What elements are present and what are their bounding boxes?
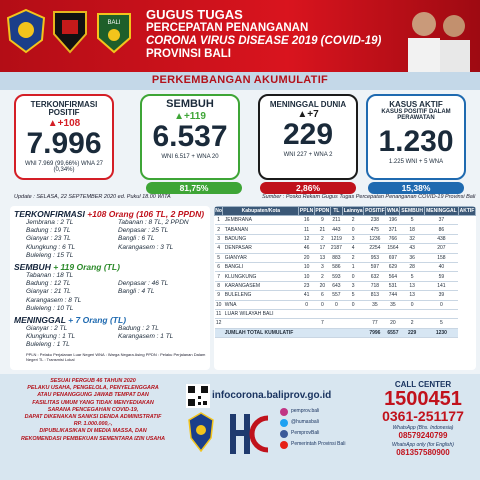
bali-province-logo (6, 8, 46, 54)
recovered-heading-label: SEMBUH (14, 262, 51, 273)
table-cell: 35 (386, 300, 400, 309)
social-instagram[interactable] (280, 406, 345, 417)
table-cell: 0 (342, 300, 363, 309)
table-cell (386, 309, 400, 318)
breakdown-row: Tabanan : 18 TL (26, 272, 74, 280)
breakdown-row: Klungkung : 1 TL (26, 333, 76, 341)
table-cell: 2254 (364, 244, 386, 253)
table-cell: KLUNGKUNG (223, 272, 299, 281)
table-cell: 13 (400, 291, 424, 300)
table-cell: 1236 (364, 234, 386, 243)
table-cell: 32 (400, 234, 424, 243)
table-cell: 12 (299, 234, 314, 243)
social-facebook[interactable] (280, 428, 345, 439)
table-cell (299, 328, 314, 337)
table-cell: 3 (314, 262, 330, 271)
active-percent: 15,38% (368, 182, 464, 194)
breakdown-row: Badung : 19 TL (26, 227, 71, 235)
table-cell: 564 (386, 272, 400, 281)
whatsapp-english-number[interactable]: 081357580900 (396, 448, 450, 457)
notice-line: PELAKU USAHA, PENGELOLA, PENYELENGGARA (27, 385, 159, 392)
table-cell: 158 (424, 253, 458, 262)
breakdown-row: Bangli : 4 TL (118, 288, 155, 296)
table-cell: 953 (364, 253, 386, 262)
table-cell: 766 (386, 234, 400, 243)
breakdown-row: Klungkung : 6 TL (26, 243, 76, 251)
table-cell: BULELENG (223, 291, 299, 300)
table-cell: 2 (400, 319, 424, 328)
table-cell: 6557 (387, 329, 399, 336)
regulation-notice (4, 378, 182, 443)
table-cell: 2 (342, 216, 363, 225)
table-cell: 718 (364, 281, 386, 290)
table-cell: 643 (332, 282, 341, 289)
table-cell: 20 (314, 281, 330, 290)
table-cell: 211 (330, 216, 342, 225)
table-cell: 0 (424, 300, 458, 309)
breakdown-row: Buleleng : 1 TL (26, 341, 70, 349)
table-cell (342, 319, 363, 328)
deceased-rows (10, 325, 210, 350)
whatsapp-indonesia-number[interactable]: 08579240799 (398, 431, 448, 440)
social-links (280, 406, 345, 450)
table-header-cell: PPLN (299, 208, 314, 214)
facebook-icon (280, 430, 288, 438)
header-line4: PROVINSI BALI (146, 47, 231, 60)
table-cell (299, 309, 314, 318)
breakdown-row: Gianyar : 23 TL (26, 235, 71, 243)
card-sublabel: KASUS POSITIF DALAM PERAWATAN (381, 109, 451, 122)
table-cell: 593 (332, 273, 341, 280)
update-time: Update : SELASA, 22 SEPTEMBER 2020 ed. Pukul 18.00 WITA (14, 194, 171, 200)
police-logo (50, 8, 90, 54)
table-cell: 1564 (387, 245, 399, 252)
breakdown-row (118, 272, 210, 280)
table-cell: 46 (299, 244, 314, 253)
table-cell: 9 (314, 216, 330, 225)
table-cell: 2 (314, 272, 330, 281)
breakdown-row: Denpasar : 46 TL (118, 280, 169, 288)
table-cell: 813 (364, 291, 386, 300)
table-cell: 10 (299, 272, 314, 281)
table-cell: 37 (424, 216, 458, 225)
confirmed-heading-value: +108 Orang (106 TL, 2 PPDN) (87, 209, 205, 219)
card-delta: ▲+7 (297, 109, 319, 121)
breakdown-row: Denpasar : 25 TL (118, 227, 169, 235)
recovered-heading (10, 262, 210, 272)
table-row (215, 225, 476, 234)
table-cell: 1 (215, 216, 223, 225)
table-cell: 59 (424, 272, 458, 281)
table-cell: 0 (314, 300, 330, 309)
recovered-heading-value: + 119 Orang (TL) (53, 262, 120, 273)
recovered-percent: 81,75% (146, 182, 242, 194)
table-cell: 21 (314, 225, 330, 234)
notice-line: RP. 1.000.000,-, (73, 421, 113, 428)
table-cell: WNA (223, 300, 299, 309)
table-cell: 5 (400, 272, 424, 281)
breakdown-row (118, 305, 210, 313)
table-header-cell: WNA (386, 208, 399, 214)
regency-table (214, 206, 476, 338)
hc-logo-icon (224, 410, 272, 466)
table-cell: 5 (215, 253, 223, 262)
table-cell: 744 (386, 291, 400, 300)
card-sub: WNI 6.517 + WNA 20 (161, 153, 219, 160)
header-line3: CORONA VIRUS DISEASE 2019 (COVID-19) (146, 34, 382, 47)
table-cell (330, 319, 342, 328)
table-row (215, 253, 476, 262)
call-center-label: CALL CENTER (394, 380, 452, 389)
table-header-cell: Kabupaten/Kota (223, 207, 299, 216)
card-label: TERKONFIRMASI POSITIF (30, 100, 98, 118)
call-center (370, 380, 476, 457)
deceased-heading-value: + 7 Orang (TL) (68, 315, 127, 326)
table-cell: 0 (342, 272, 363, 281)
table-cell: 0 (330, 300, 342, 309)
recovered-rows (10, 272, 210, 313)
table-header-row (215, 207, 476, 216)
confirmed-rows (10, 219, 210, 260)
notice-line: FASILITAS UMUM YANG TIDAK MENYEDIAKAN (32, 399, 154, 406)
table-header-cell: PPDN (315, 208, 330, 214)
table-cell: 86 (424, 225, 458, 234)
card-deceased (258, 94, 358, 180)
table-cell: 12 (215, 320, 222, 327)
table-cell: 35 (364, 300, 386, 309)
table-cell: 18 (400, 225, 424, 234)
svg-text:BALI: BALI (107, 20, 121, 26)
table-cell: 3 (215, 234, 223, 243)
army-logo (94, 8, 134, 54)
twitter-icon (280, 419, 288, 427)
table-cell: 2 (215, 225, 223, 234)
table-cell: 77 (364, 319, 386, 328)
table-row (215, 216, 476, 225)
table-cell: 443 (332, 226, 341, 233)
officials-photo (402, 2, 474, 72)
breakdown-row: Buleleng : 10 TL (26, 304, 74, 312)
table-cell: 6 (215, 262, 223, 271)
whatsapp-english-label: WhatsApp only (for English) (392, 442, 454, 448)
qr-code-icon (186, 384, 210, 408)
table-body (215, 216, 476, 338)
table-cell: 7 (215, 272, 223, 281)
call-number-primary[interactable]: 1500451 (384, 388, 462, 410)
breakdown-row: Gianyar : 21 TL (26, 288, 71, 296)
table-cell: 13 (400, 281, 424, 290)
table-cell: 632 (364, 272, 386, 281)
header-banner (0, 0, 480, 72)
table-cell: 0 (299, 300, 314, 309)
deceased-heading (10, 315, 210, 325)
table-cell: 16 (299, 216, 314, 225)
breakdown-row: Karangasem : 1 TL (118, 333, 174, 341)
card-sub: 1.225 WNI + 5 WNA (388, 159, 444, 166)
table-cell: 1219 (330, 235, 342, 242)
social-twitter-label: @humasbali (291, 419, 319, 425)
deceased-heading-label: MENINGGAL (14, 315, 66, 326)
deceased-percent: 2,86% (260, 182, 356, 194)
card-value: 6.537 (152, 119, 228, 153)
logo-group (6, 8, 134, 54)
card-sub: WNI 7.969 (99,66%) WNA 27 (0,34%) (24, 160, 104, 173)
table-header-cell: SEMBUH (401, 208, 423, 214)
card-delta: ▲+119 (174, 110, 206, 122)
table-cell: 531 (386, 281, 400, 290)
breakdown-row: Karangasem : 3 TL (118, 243, 174, 251)
table-header-cell: Lainnya (343, 208, 363, 214)
card-sub: WNI 227 + WNA 2 (283, 152, 333, 159)
table-cell (330, 328, 342, 337)
table-cell: 207 (424, 244, 458, 253)
table-cell: JEMBRANA (223, 216, 299, 225)
table-cell (424, 309, 458, 318)
table-row (215, 244, 476, 253)
table-cell: 229 (400, 328, 424, 337)
social-facebook-label: PemprovBali (291, 430, 320, 436)
table-cell: 6 (314, 291, 330, 300)
table-cell: 9 (215, 291, 223, 300)
table-cell: TABANAN (223, 225, 299, 234)
table-cell: DENPASAR (223, 244, 299, 253)
breakdown-row (118, 297, 210, 305)
table-cell: 13 (314, 253, 330, 262)
table-cell: 43 (400, 244, 424, 253)
table-row (215, 234, 476, 243)
table-cell: 11 (216, 311, 222, 318)
table-cell: 5 (400, 216, 424, 225)
notice-line: SARANA PENCEGAHAN COVID-19, (47, 406, 139, 413)
table-row (215, 272, 476, 281)
table-header-cell: No (215, 208, 222, 214)
table-cell: 41 (299, 291, 314, 300)
notice-line: ATAU PENANGGUNG JAWAB TEMPAT DAN (37, 392, 149, 399)
breakdown-row: Tabanan : 8 TL, 2 PPDN (118, 219, 189, 226)
table-cell: 4 (342, 244, 363, 253)
table-cell: 1 (342, 262, 363, 271)
table-cell: GIANYAR (223, 253, 299, 262)
table-cell: 10 (299, 262, 314, 271)
table-cell (342, 328, 363, 337)
card-positive (14, 94, 114, 180)
table-cell: 2 (314, 234, 330, 243)
header-line1: GUGUS TUGAS (146, 7, 243, 22)
table-header-cell: TL (330, 207, 342, 216)
card-value: 1.230 (378, 125, 454, 159)
notice-line: SESUAI PERGUB 46 TAHUN 2020 (50, 378, 136, 384)
table-cell: 196 (386, 216, 400, 225)
breakdown-row: Badung : 12 TL (26, 280, 71, 288)
table-cell: 697 (386, 253, 400, 262)
table-cell: 557 (332, 292, 341, 299)
table-header-cell: MENINGGAL (426, 208, 457, 214)
card-value: 7.996 (26, 126, 102, 160)
table-cell: 0 (400, 300, 424, 309)
table-cell: 11 (299, 225, 314, 234)
website-link[interactable]: infocorona.baliprov.go.id (212, 390, 332, 401)
table-cell (314, 328, 330, 337)
instagram-icon (280, 408, 288, 416)
youtube-icon (280, 441, 288, 449)
table-cell (400, 309, 424, 318)
table-cell: 40 (424, 262, 458, 271)
table-cell: 20 (386, 319, 400, 328)
table-row (215, 262, 476, 271)
table-cell: 3 (342, 234, 363, 243)
breakdown-row: Bangli : 6 TL (118, 235, 155, 243)
header-title (146, 8, 396, 60)
table-cell (364, 309, 386, 318)
table-cell: 1230 (424, 328, 458, 337)
table-cell (330, 309, 342, 318)
regency-table-panel (214, 206, 476, 370)
table-cell: BADUNG (223, 234, 299, 243)
social-instagram-label: pemprov.bali (291, 408, 320, 414)
table-cell: 629 (386, 262, 400, 271)
table-cell: 5 (342, 291, 363, 300)
card-recovered (140, 94, 240, 180)
card-label: SEMBUH (166, 98, 214, 110)
table-header-cell: POSITIF (365, 208, 385, 214)
table-cell: 141 (424, 281, 458, 290)
table-cell (223, 319, 299, 328)
confirmed-heading (10, 209, 210, 219)
table-row (215, 300, 476, 309)
table-cell: JUMLAH TOTAL KUMULATIF (223, 328, 299, 337)
table-cell: 586 (332, 264, 341, 271)
table-cell: 5 (424, 319, 458, 328)
social-youtube[interactable] (280, 439, 345, 450)
table-cell: 20 (299, 253, 314, 262)
table-cell: 10 (215, 301, 222, 308)
table-cell: 36 (400, 253, 424, 262)
bali-emblem-icon (188, 412, 214, 452)
table-cell: BANGLI (223, 262, 299, 271)
table-cell (314, 309, 330, 318)
table-cell: 17 (314, 244, 330, 253)
table-cell: 4 (215, 244, 223, 253)
table-cell (215, 328, 223, 337)
card-label: MENINGGAL DUNIA (269, 100, 347, 109)
section-title: PERKEMBANGAN AKUMULATIF (151, 74, 329, 86)
table-row (215, 281, 476, 290)
table-header-cell: AKTIF (459, 208, 475, 214)
table-cell: LUAR WILAYAH BALI (223, 309, 299, 318)
card-active (366, 94, 466, 180)
breakdown-row: Gianyar : 2 TL (26, 325, 68, 333)
confirmed-heading-label: TERKONFIRMASI (14, 209, 85, 219)
table-cell: 3 (342, 281, 363, 290)
table-cell: 597 (364, 262, 386, 271)
breakdown-row: Jembrana : 2 TL (26, 219, 74, 226)
breakdown-row (118, 252, 210, 260)
data-source: Sumber : Posko Rekam Gugus Tugas Percepatan Penanganan COVID-19 Provinsi Bali (262, 194, 476, 200)
daily-breakdown-panel (10, 206, 210, 370)
table-cell: 883 (332, 254, 341, 261)
notice-line: DAPAT DIKENAKAN SANKSI DENDA ADMINISTRATIF (24, 414, 162, 421)
table-cell: 8 (215, 281, 223, 290)
breakdown-row: Buleleng : 15 TL (26, 251, 74, 259)
breakdown-row (118, 341, 210, 349)
abbreviation-legend: PPLN : Pelaku Perjalanan Luar Negeri WNA : Warga Negara Asing PPDN : Pelaku Perjalanan Dalam Negeri TL : Transmisi Lokal (26, 351, 206, 362)
table-row (215, 319, 476, 328)
table-cell (299, 319, 314, 328)
card-delta: ▲+108 (47, 117, 81, 129)
social-twitter[interactable] (280, 417, 345, 428)
table-cell: KARANGASEM (223, 281, 299, 290)
breakdown-row: Badung : 2 TL (118, 325, 159, 333)
table-cell: 438 (424, 234, 458, 243)
table-cell: 475 (364, 225, 386, 234)
table-cell: 2 (342, 253, 363, 262)
table-cell: 39 (424, 291, 458, 300)
table-cell: 0 (342, 225, 363, 234)
breakdown-row: Karangasem : 8 TL (26, 296, 82, 304)
call-number-secondary[interactable]: 0361-251177 (382, 408, 464, 424)
header-line2: PERCEPATAN PENANGANAN (146, 22, 309, 35)
social-youtube-label: Pemerintah Provinsi Bali (291, 441, 346, 447)
table-cell: 23 (299, 281, 314, 290)
table-row (215, 309, 476, 318)
table-cell: 28 (400, 262, 424, 271)
card-label: KASUS AKTIF (389, 100, 443, 109)
notice-line: REKOMENDASI PEMBEKUAN SEMENTARA IZIN USAHA (20, 435, 166, 442)
table-cell: 371 (386, 225, 400, 234)
card-value: 229 (282, 118, 334, 152)
table-cell: 2187 (330, 245, 342, 252)
table-cell: 7 (314, 319, 330, 328)
notice-line: DIPUBLIKASIKAN DI MEDIA MASSA, DAN (39, 428, 147, 435)
table-cell: 7996 (364, 328, 386, 337)
table-row (215, 291, 476, 300)
whatsapp-indonesia-label: WhatsApp (Bhs. Indonesia) (392, 425, 454, 431)
table-row (215, 328, 476, 337)
table-cell (342, 309, 363, 318)
table-cell: 238 (364, 216, 386, 225)
